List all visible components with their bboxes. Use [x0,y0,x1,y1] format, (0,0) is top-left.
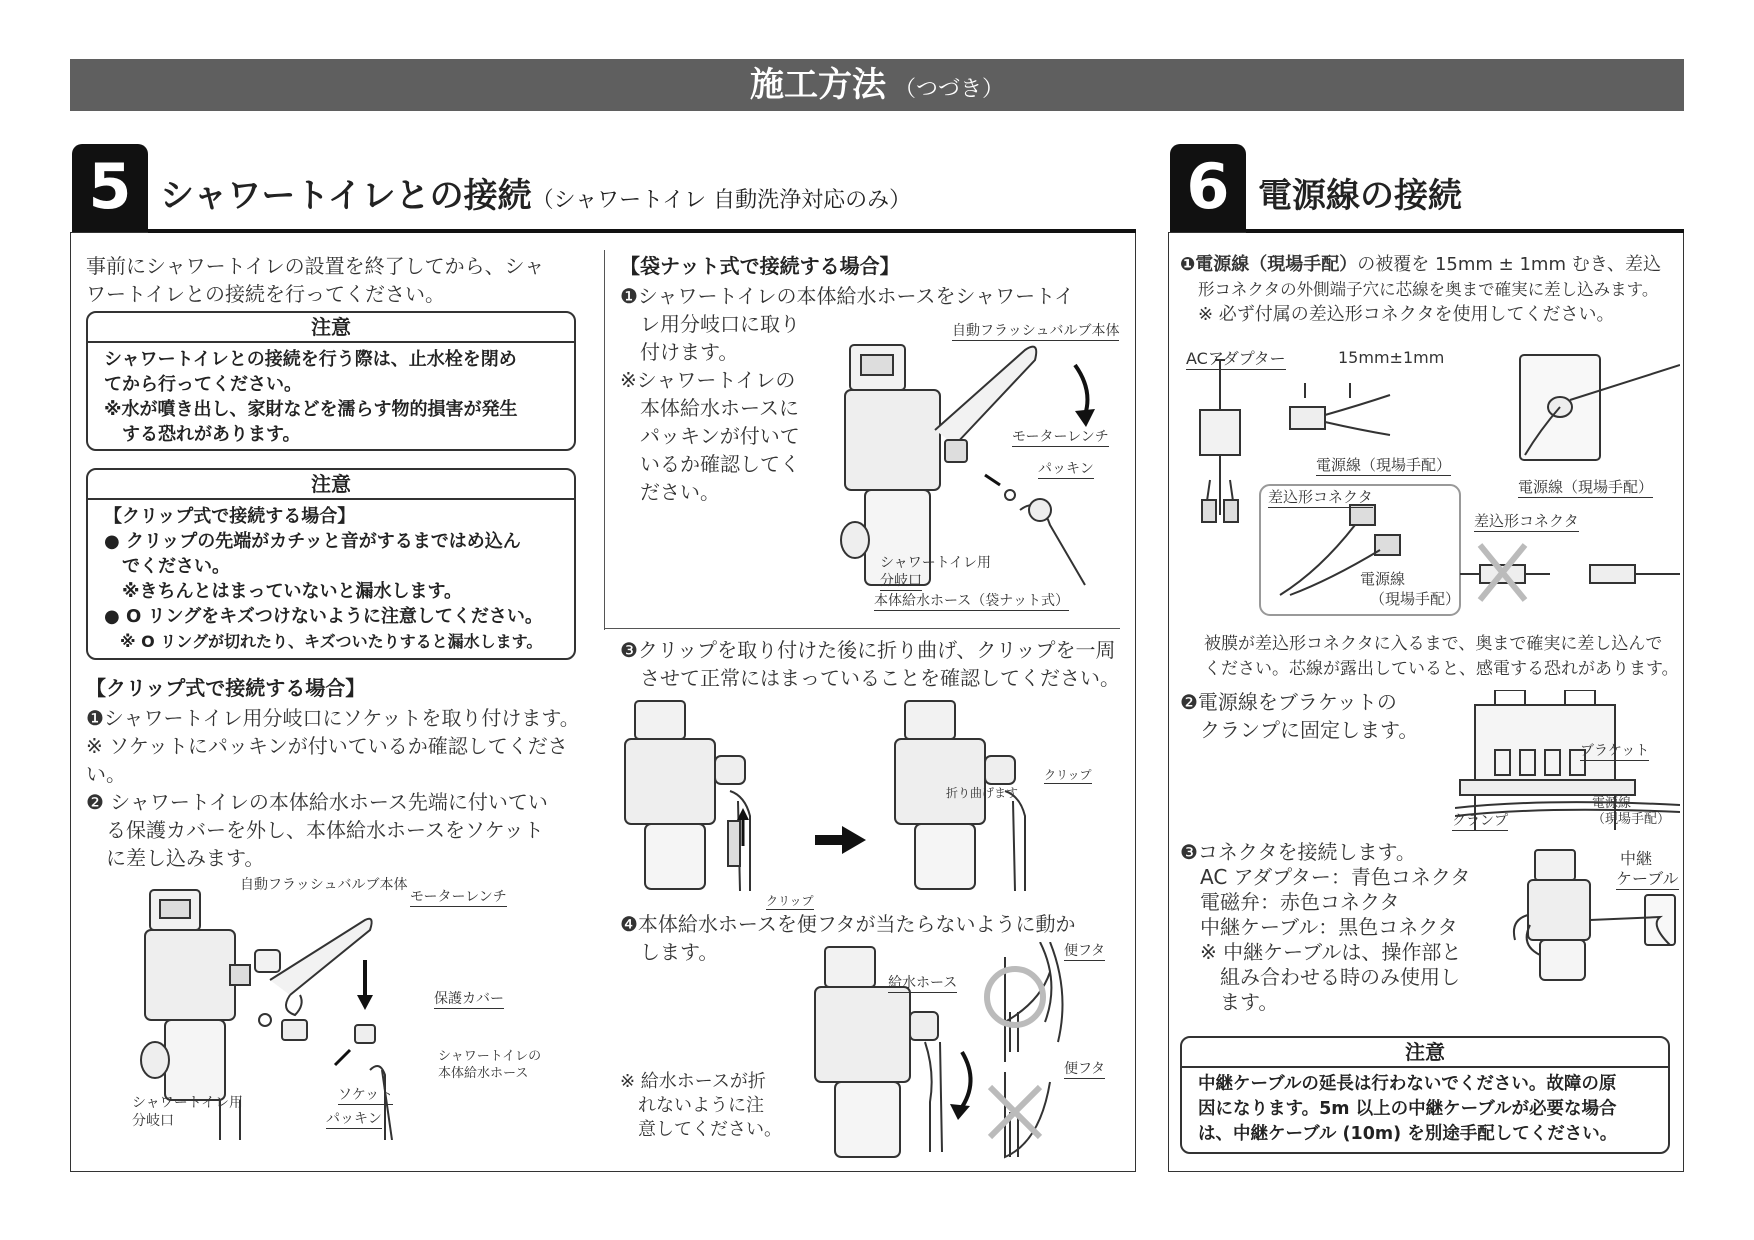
caution-body: 中継ケーブルの延長は行わないでください。故障の原 因になります。5m 以上の中継ケーブルが必要な場合 は、中継ケーブル (10m) を別途手配してください。 [1198,1074,1618,1144]
label-bag-wrench: モーターレンチ [1012,426,1109,447]
label-lid-a: 便フタ [1064,940,1105,961]
label-bend: 折り曲げます [946,786,1019,800]
page-header [70,59,1684,111]
label-bag-packing: パッキン [1038,458,1094,479]
caution-box-2 [86,468,576,660]
label-socket: ソケット [338,1084,393,1105]
label-wire-a: 電源線（現場手配） [1316,456,1452,474]
label-wrench: モーターレンチ [410,886,507,907]
bag-nut-steps: ❶シャワートイレの本体給水ホースをシャワートイ レ用分岐口に取り 付けます。 ※シャワートイレの 本体給水ホースに パッキンが付いて いるか確認してく ださい。 [620,284,1075,504]
label-valve-body: 自動フラッシュバルブ本体 [240,877,408,893]
label-branch-1: シャワートイレ用 [132,1095,244,1111]
label-bag-branch-1: シャワートイレ用 [880,555,992,571]
label-bag-hose: 本体給水ホース（袋ナット式） [874,590,1069,611]
label-clip-a: クリップ [766,894,814,908]
s6-step-1-text: ❶電源線（現場手配）の被覆を 15mm ± 1mm むき、差込 形コネクタの外側端子穴に芯線を奥まで確実に差し込みます。 ※ 必ず付属の差込形コネクタを使用してください。 [1180,254,1661,325]
section-5-number: 5 [72,144,148,232]
caution-box-1 [86,311,576,451]
caution-body: シャワートイレとの接続を行う際は、止水栓を閉め てから行ってください。 ※水が噴き出し、家財などを濡らす物的損害が発生 する恐れがあります。 [104,349,518,445]
label-clip-b: クリップ [1044,768,1092,782]
s6-step-3-text: ❸コネクタを接続します。 AC アダプター：青色コネクタ 電磁弁：赤色コネクタ 中継ケーブル：黒色コネクタ ※ 中継ケーブルは、操作部と 組み合わせる時のみ使用し ます。 [1180,840,1471,1014]
label-branch-2: 分岐口 [132,1113,174,1129]
step-4-text: ❹本体給水ホースを便フタが当たらないように動か します。 [620,912,1076,964]
label-bag-branch-2: 分岐口 [880,570,922,591]
bag-nut-heading: 【袋ナット式で接続する場合】 [620,254,900,278]
section-6-number: 6 [1170,144,1246,232]
section-5-column-divider [604,250,605,630]
step-4-note: ※ 給水ホースが折 れないように注 意してください。 [620,1071,782,1140]
label-wire-c2: （現場手配） [1370,590,1461,608]
label-ac-adapter: ACアダプター [1186,346,1286,370]
label-relay-2: ケーブル [1616,866,1679,890]
label-bracket: ブラケット [1580,740,1649,761]
label-wire-b: 電源線（現場手配） [1518,478,1654,496]
page-subtitle: （つづき） [893,77,1004,102]
label-cover: 保護カバー [434,988,504,1009]
s6-step-2-text: ❷電源線をブラケットの クランプに固定します。 [1180,690,1419,742]
label-bag-valve-body: 自動フラッシュバルブ本体 [952,320,1119,341]
s6-step-1-after: 被膜が差込形コネクタに入るまで、奥まで確実に差し込んで ください。芯線が露出していると、感電する恐れがあります。 [1204,634,1679,679]
label-hose-2: 本体給水ホース [438,1066,529,1081]
section-5-intro: 事前にシャワートイレの設置を終了してから、シャ ワートイレとの接続を行ってください。 [86,254,545,306]
step-3-text: ❸クリップを取り付けた後に折り曲げ、クリップを一周 させて正常にはまっていることを確認してください。 [620,638,1120,690]
step-3-figure [620,696,1120,896]
caution-caption: 注意 [88,470,574,500]
label-hose-1: シャワートイレの [438,1049,542,1064]
clip-steps: ❶シャワートイレ用分岐口にソケットを取り付けます。 ※ ソケットにパッキンが付いているか確認してください。 ❷ シャワートイレの本体給水ホース先端に付いてい る保護カバーを外し、本体給水ホースをソケット に差し込みます。 [86,706,580,870]
label-connector-b: 差込形コネクタ [1474,512,1579,530]
page-title: 施工方法 [749,65,886,105]
label-wire-c1: 電源線 [1360,570,1406,588]
caution-body: 【クリップ式で接続する場合】 ● クリップの先端がカチッと音がするまではめ込ん でください。 ※きちんとはまっていないと漏水します。 ● O リングをキズつけないように注意してください。 ※ O リングが切れたり、キズついたりすると漏水します。 [104,506,543,651]
label-connector-a: 差込形コネクタ [1268,488,1373,506]
label-packing: パッキン [326,1108,382,1129]
label-lid-b: 便フタ [1064,1058,1105,1079]
caution-box-3 [1180,1036,1670,1154]
clip-heading: 【クリップ式で接続する場合】 [86,676,366,700]
label-bracket-wire-1: 電源線 [1592,796,1632,811]
label-clamp: クランプ [1452,810,1508,831]
caution-caption: 注意 [1182,1038,1668,1068]
caution-caption: 注意 [88,313,574,343]
section-5-row-divider [604,628,1120,629]
section-5-title-rule [148,229,1136,233]
label-strip-length: 15mm±1mm [1338,348,1445,367]
section-5-title: シャワートイレとの接続（シャワートイレ 自動洗浄対応のみ） [160,176,912,216]
label-feed-hose: 給水ホース [888,972,957,993]
section-6-title: 電源線の接続 [1258,176,1462,216]
label-relay-1: 中継 [1620,849,1653,868]
section-6-title-rule [1246,229,1684,233]
label-bracket-wire-2: （現場手配） [1592,812,1671,827]
step-4-figure [800,942,1120,1164]
